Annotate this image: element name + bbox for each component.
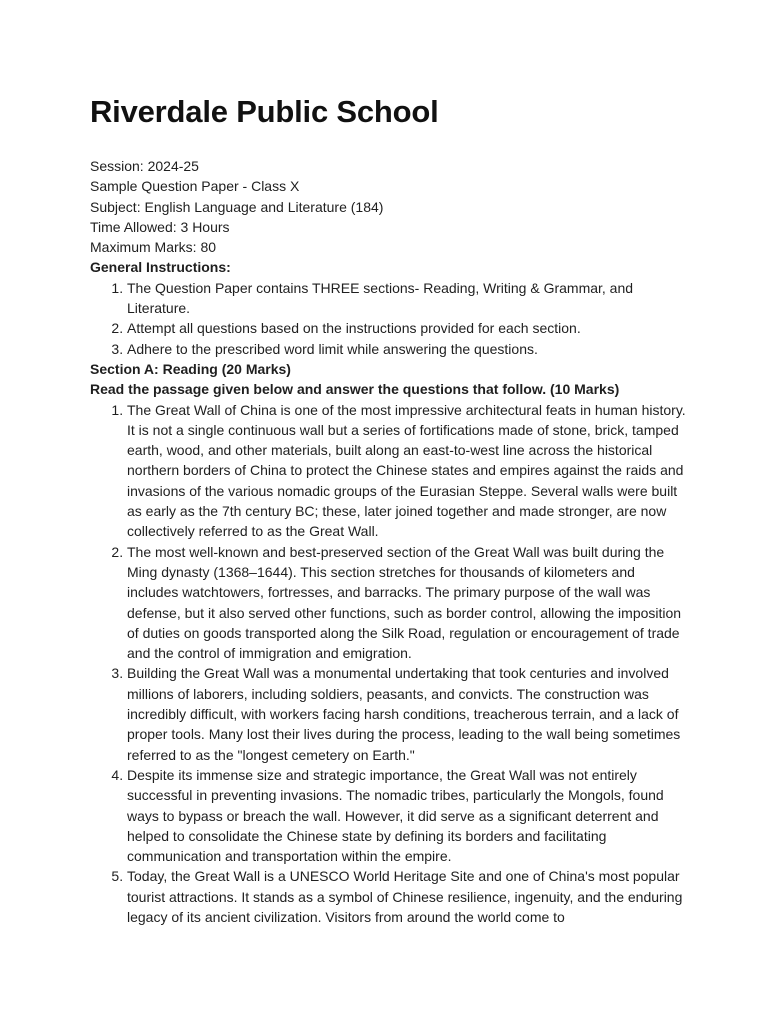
passage-instruction-heading: Read the passage given below and answer the questions that follow. (10 Marks) [90, 381, 620, 398]
passage-paragraph: 1. The Great Wall of China is one of the most impressive architectural feats in human history. It is not a single continuous wall but a series of fortifications made of stone, brick, tamped earth, wood, and other materials, built along an east-to-west line across the historical northern borders of China to protect the Chinese states and empires against the raids and invasions of the various nomadic groups of the Eurasian Steppe. Several walls were built as early as the 7th century BC; these, later joined together and made stronger, are now collectively referred to as the Great Wall. [127, 400, 690, 542]
passage-paragraph: 4. Despite its immense size and strategic importance, the Great Wall was not entirely successful in preventing invasions. The nomadic tribes, particularly the Mongols, found ways to bypass or breach the wall. However, it did serve as a significant deterrent and helped to consolidate the Chinese state by defining its borders and facilitating communication and transportation within the empire. [127, 765, 690, 866]
subject-line: Subject: English Language and Literature (184) [90, 198, 384, 215]
paper-meta [90, 156, 690, 257]
document-title: Riverdale Public School [90, 94, 439, 129]
general-instructions-list [90, 278, 690, 359]
time-allowed-line: Time Allowed: 3 Hours [90, 218, 230, 235]
section-a-heading: Section A: Reading (20 Marks) [90, 360, 291, 377]
passage-paragraph: 2. The most well-known and best-preserved section of the Great Wall was built during the Ming dynasty (1368–1644). This section stretches for thousands of kilometers and includes watchtowers, fortresses, and barracks. The primary purpose of the wall was defense, but it also served other functions, such as border control, allowing the imposition of duties on goods transported along the Silk Road, regulation or encouragement of trade and the control of immigration and emigration. [127, 542, 690, 664]
list-item: 3. Adhere to the prescribed word limit while answering the questions. [127, 339, 690, 359]
document-page [90, 92, 690, 927]
passage-paragraph: 3. Building the Great Wall was a monumental undertaking that took centuries and involved millions of laborers, including soldiers, peasants, and convicts. The construction was incredibly difficult, with workers facing harsh conditions, treacherous terrain, and a lack of proper tools. Many lost their lives during the process, leading to the wall being sometimes referred to as the "longest cemetery on Earth." [127, 663, 690, 764]
maximum-marks-line: Maximum Marks: 80 [90, 239, 217, 256]
passage-paragraph: 5. Today, the Great Wall is a UNESCO World Heritage Site and one of China's most popular tourist attractions. It stands as a symbol of Chinese resilience, ingenuity, and the enduring legacy of its ancient civilization. Visitors from around the world come to [127, 866, 690, 927]
passage-paragraph-list [90, 400, 690, 928]
session-line: Session: 2024-25 [90, 158, 199, 174]
paper-type-line: Sample Question Paper - Class X [90, 178, 300, 195]
list-item: 2. Attempt all questions based on the instructions provided for each section. [127, 318, 690, 338]
list-item: 1. The Question Paper contains THREE sections- Reading, Writing & Grammar, and Literature. [127, 278, 690, 319]
general-instructions-heading: General Instructions: [90, 259, 231, 276]
